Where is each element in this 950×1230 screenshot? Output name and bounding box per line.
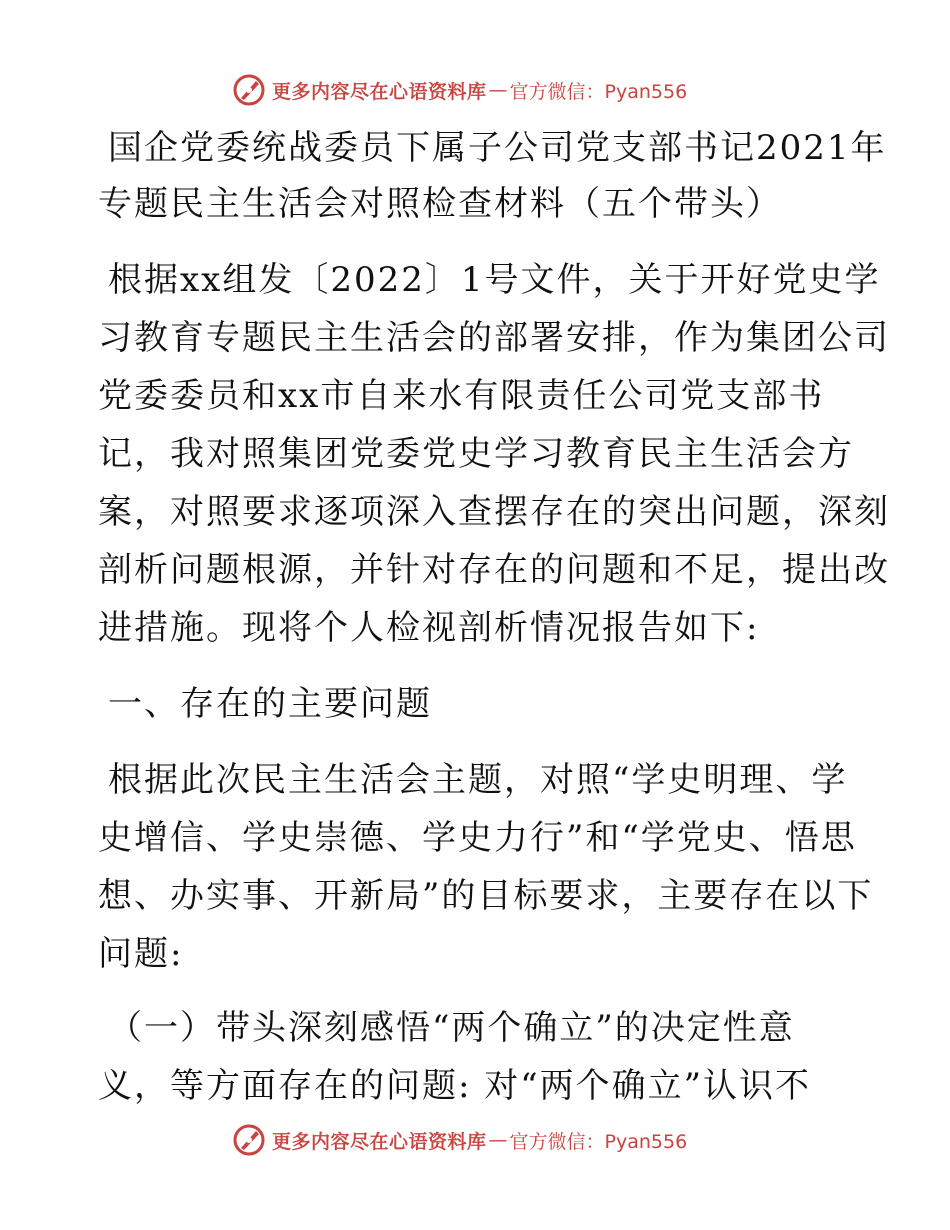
watermark-dash: — (488, 1129, 508, 1151)
watermark-header (232, 70, 687, 110)
watermark-brand-text: 更多内容尽在心语资料库 (272, 1130, 487, 1153)
watermark-contact-text: 官方微信：Pyan556 (509, 1130, 688, 1153)
section-para-line-2: 史增信、学史崇德、学史力行”和“学党史、悟思 (98, 818, 857, 858)
intro-line-2: 习教育专题民主生活会的部署安排，作为集团公司 (98, 318, 890, 358)
intro-line-4: 记，我对照集团党委党史学习教育民主生活会方 (98, 434, 854, 474)
document-title-line-1: 国企党委统战委员下属子公司党支部书记2021年 (108, 128, 887, 168)
intro-line-7: 进措施。现将个人检视剖析情况报告如下: (98, 608, 760, 648)
subsection-line-1: （一）带头深刻感悟“两个确立”的决定性意 (108, 1008, 795, 1048)
intro-line-6: 剖析问题根源，并针对存在的问题和不足，提出改 (98, 550, 890, 590)
intro-line-5: 案，对照要求逐项深入查摆存在的突出问题，深刻 (98, 492, 890, 532)
watermark-contact-text: 官方微信：Pyan556 (509, 80, 688, 103)
watermark-dash: — (488, 79, 508, 101)
section-para-line-4: 问题: (98, 934, 184, 974)
watermark-footer (232, 1120, 687, 1160)
section-para-line-1: 根据此次民主生活会主题，对照“学史明理、学 (108, 760, 848, 800)
section-heading: 一、存在的主要问题 (108, 684, 432, 724)
subsection-line-2: 义，等方面存在的问题: 对“两个确立”认识不 (98, 1066, 812, 1106)
watermark-brand-text: 更多内容尽在心语资料库 (272, 80, 487, 103)
section-para-line-3: 想、办实事、开新局”的目标要求，主要存在以下 (98, 876, 874, 916)
intro-line-3: 党委委员和xx市自来水有限责任公司党支部书 (98, 376, 825, 416)
brand-logo-icon (232, 1123, 266, 1157)
brand-logo-icon (232, 73, 266, 107)
document-title-line-2: 专题民主生活会对照检查材料（五个带头） (98, 184, 782, 224)
intro-line-1: 根据xx组发〔2022〕1号文件，关于开好党史学 (108, 260, 881, 300)
